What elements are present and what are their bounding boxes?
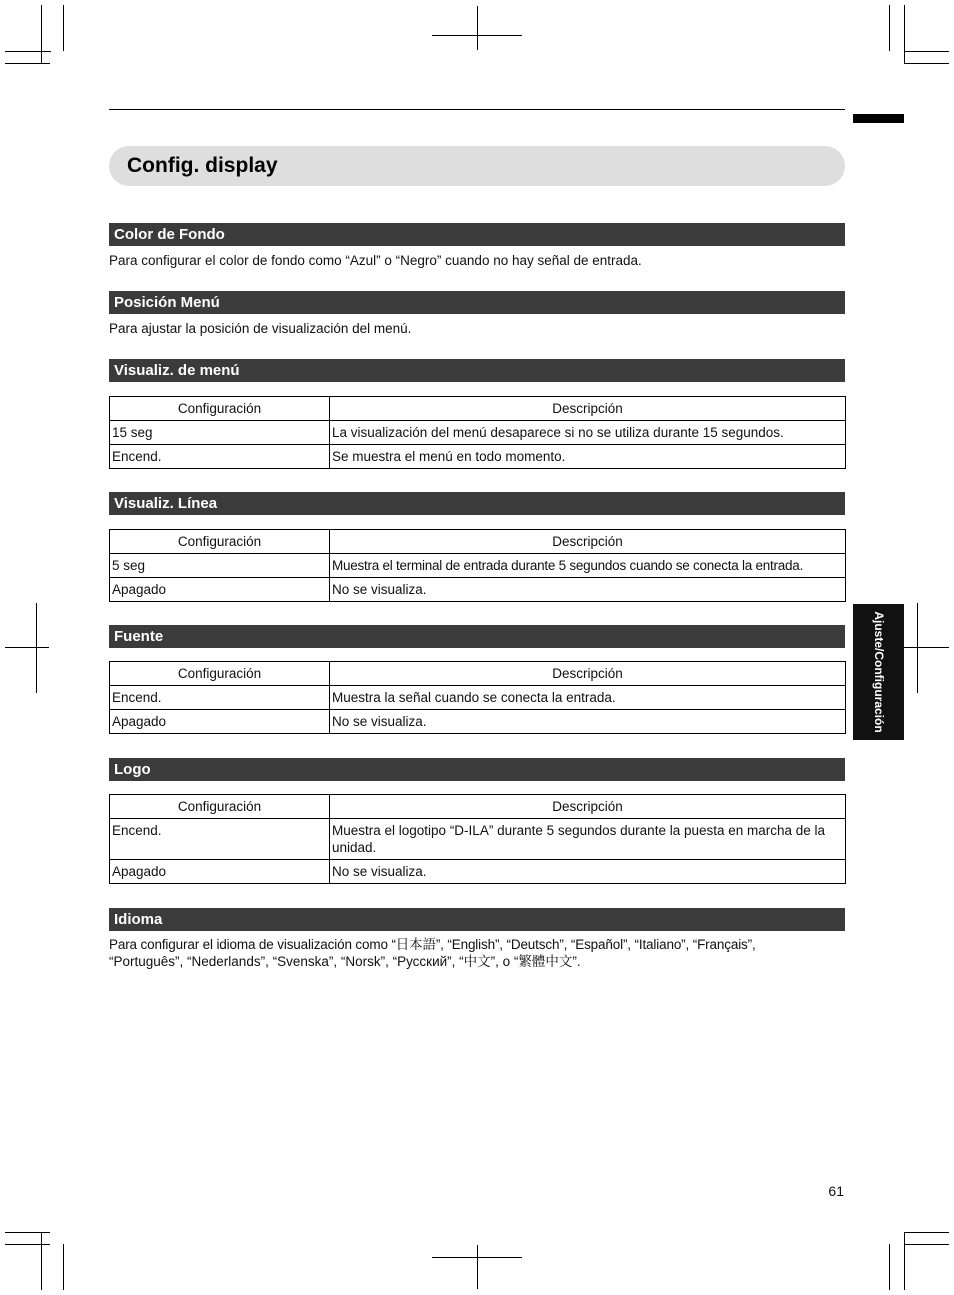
title-band (109, 146, 845, 186)
cell-setting: Apagado (110, 710, 330, 734)
cell-description: Se muestra el menú en todo momento. (330, 445, 846, 469)
cell-setting: Apagado (110, 578, 330, 602)
section-heading-posicion-menu: Posición Menú (109, 291, 845, 314)
column-header-descripcion: Descripción (330, 795, 846, 819)
cell-setting: Apagado (110, 860, 330, 884)
section-heading-fuente: Fuente (109, 625, 845, 648)
side-tab-label: Ajuste/Configuración (871, 611, 886, 733)
cell-setting: 15 seg (110, 421, 330, 445)
section-heading-visualiz-menu: Visualiz. de menú (109, 359, 845, 382)
color-de-fondo-description: Para configurar el color de fondo como “Azul” o “Negro” cuando no hay señal de entrada. (109, 253, 642, 268)
column-header-descripcion: Descripción (330, 662, 846, 686)
idioma-description (109, 936, 845, 970)
visualiz-menu-table (109, 396, 846, 469)
table-row (110, 421, 846, 445)
section-heading-logo: Logo (109, 758, 845, 781)
section-heading-visualiz-linea: Visualiz. Línea (109, 492, 845, 515)
page-title: Config. display (127, 154, 278, 177)
column-header-configuracion: Configuración (110, 662, 330, 686)
idioma-line-2: “Português”, “Nederlands”, “Svenska”, “Norsk”, “Русский”, “中文”, o “繁體中文”. (109, 954, 581, 969)
cell-description: No se visualiza. (330, 578, 846, 602)
table-row (110, 578, 846, 602)
idioma-line-1: Para configurar el idioma de visualización como “日本語”, “English”, “Deutsch”, “Español”, “Italiano”, “Français”, (109, 937, 756, 952)
fuente-table (109, 661, 846, 734)
column-header-configuracion: Configuración (110, 397, 330, 421)
table-row (110, 554, 846, 578)
table-header-row (110, 795, 846, 819)
cell-description: Muestra el terminal de entrada durante 5 segundos cuando se conecta la entrada. (330, 554, 846, 578)
cell-setting: Encend. (110, 445, 330, 469)
cell-description: Muestra la señal cuando se conecta la entrada. (330, 686, 846, 710)
table-row (110, 686, 846, 710)
column-header-configuracion: Configuración (110, 530, 330, 554)
table-row (110, 860, 846, 884)
column-header-configuracion: Configuración (110, 795, 330, 819)
page-number: 61 (828, 1183, 844, 1199)
cell-description: No se visualiza. (330, 710, 846, 734)
cell-setting: 5 seg (110, 554, 330, 578)
cell-description: La visualización del menú desaparece si no se utiliza durante 15 segundos. (330, 421, 846, 445)
cell-setting: Encend. (110, 819, 330, 860)
section-heading-idioma: Idioma (109, 908, 845, 931)
header-rule (109, 109, 845, 110)
column-header-descripcion: Descripción (330, 397, 846, 421)
table-header-row (110, 662, 846, 686)
visualiz-linea-table (109, 529, 846, 602)
table-row (110, 819, 846, 860)
section-tab-marker (853, 114, 904, 123)
column-header-descripcion: Descripción (330, 530, 846, 554)
section-heading-color-de-fondo: Color de Fondo (109, 223, 845, 246)
table-header-row (110, 397, 846, 421)
table-header-row (110, 530, 846, 554)
cell-setting: Encend. (110, 686, 330, 710)
table-row (110, 445, 846, 469)
table-row (110, 710, 846, 734)
posicion-menu-description: Para ajustar la posición de visualización del menú. (109, 321, 412, 336)
cell-description: Muestra el logotipo “D-ILA” durante 5 segundos durante la puesta en marcha de la unidad. (330, 819, 846, 860)
cell-description: No se visualiza. (330, 860, 846, 884)
logo-table (109, 794, 846, 884)
side-tab (853, 604, 904, 740)
